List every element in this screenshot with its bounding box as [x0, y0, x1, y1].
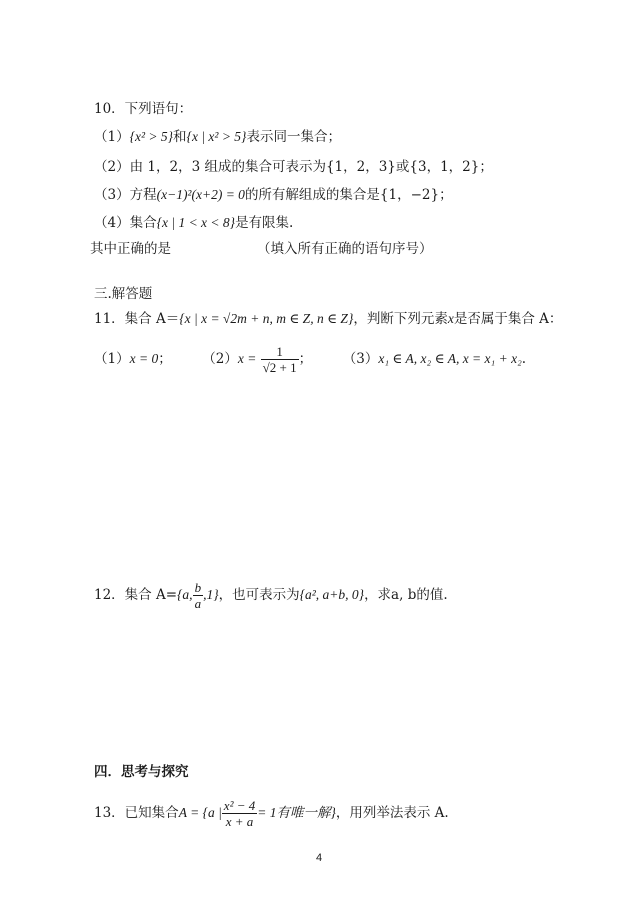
set-close: ,1} — [203, 587, 219, 602]
text: ； — [298, 351, 313, 367]
statement-number: （1） — [94, 129, 130, 145]
text: 方程 — [129, 187, 157, 203]
set-open: A = {a | — [178, 805, 222, 820]
page-number: 4 — [316, 852, 323, 864]
math-equation: (x−1)²(x+2) = 0 — [156, 187, 245, 202]
q10-statement-3 — [94, 186, 453, 204]
text: 的所有解组成的集合是{1，−2}； — [244, 187, 453, 203]
q10-title: 10．下列语句： — [94, 101, 193, 117]
variable: x — [447, 311, 454, 326]
q11-statement — [94, 310, 562, 328]
q10-statement-4 — [94, 214, 293, 232]
part-3-math: x₁ ∈ A, x₂ ∈ A, x = x₁ + x₂ — [378, 351, 522, 366]
fraction-numerator: 1 — [261, 344, 299, 360]
text: . — [521, 351, 527, 367]
q13-statement — [94, 795, 449, 831]
part-1-number: （1） — [94, 351, 130, 367]
fraction-denominator: √2 + 1 — [262, 360, 297, 375]
text: ，判断下列元素 — [353, 311, 448, 327]
text: 是否属于集合 A： — [453, 311, 563, 327]
text: 集合 — [129, 215, 157, 231]
q12-pre: 12．集合 A= — [94, 587, 178, 603]
q10-answer-line — [90, 240, 433, 258]
q13-fraction — [222, 798, 257, 829]
q10-statement-2 — [94, 158, 493, 176]
statement-number: （4） — [94, 215, 130, 231]
section-4-title: 四．思考与探究 — [94, 764, 189, 780]
part-2-lhs: x = — [237, 351, 257, 366]
q12-set-2: {a², a+b, 0} — [299, 587, 365, 602]
statement-number: （2） — [94, 159, 130, 175]
q11-set: {x | x = √2m + n, m ∈ Z, n ∈ Z} — [179, 311, 354, 326]
q11-pre: 11．集合 A＝ — [94, 311, 180, 327]
fraction-numerator: b — [194, 580, 202, 595]
q12-fraction — [193, 580, 204, 611]
text: ； — [158, 351, 172, 367]
set-condition: = 1有唯一解} — [257, 805, 336, 820]
text: 是有限集. — [235, 215, 294, 231]
q12-statement — [94, 578, 448, 612]
section-3-title: 三.解答题 — [94, 286, 153, 302]
fraction-denominator: x + a — [225, 814, 254, 829]
text: 和 — [173, 129, 187, 145]
math-set: {x | x² > 5} — [186, 129, 247, 144]
part-3-number: （3） — [342, 351, 379, 367]
text: 由 1，2，3 组成的集合可表示为{1，2，3}或{3，1，2}； — [129, 159, 493, 175]
q10-statement-1 — [94, 128, 341, 146]
part-2-number: （2） — [202, 351, 238, 367]
math-set: {x² > 5} — [129, 129, 174, 144]
fraction-numerator: x² − 4 — [223, 798, 256, 813]
q13-pre: 13．已知集合 — [94, 805, 179, 821]
statement-number: （3） — [94, 187, 130, 203]
text: ，求a, b的值. — [364, 587, 448, 603]
part-1-math: x = 0 — [129, 351, 159, 366]
answer-hint: （填入所有正确的语句序号） — [257, 241, 433, 257]
set-open: {a, — [177, 587, 193, 602]
text: ，用列举法表示 A. — [335, 805, 449, 821]
math-set: {x | 1 < x < 8} — [156, 215, 236, 230]
answer-prompt: 其中正确的是 — [90, 241, 171, 257]
fraction-denominator: a — [194, 596, 202, 611]
text: 表示同一集合； — [246, 129, 341, 145]
part-2-fraction — [261, 344, 299, 375]
text: ，也可表示为 — [218, 587, 300, 603]
q11-parts — [94, 341, 526, 377]
